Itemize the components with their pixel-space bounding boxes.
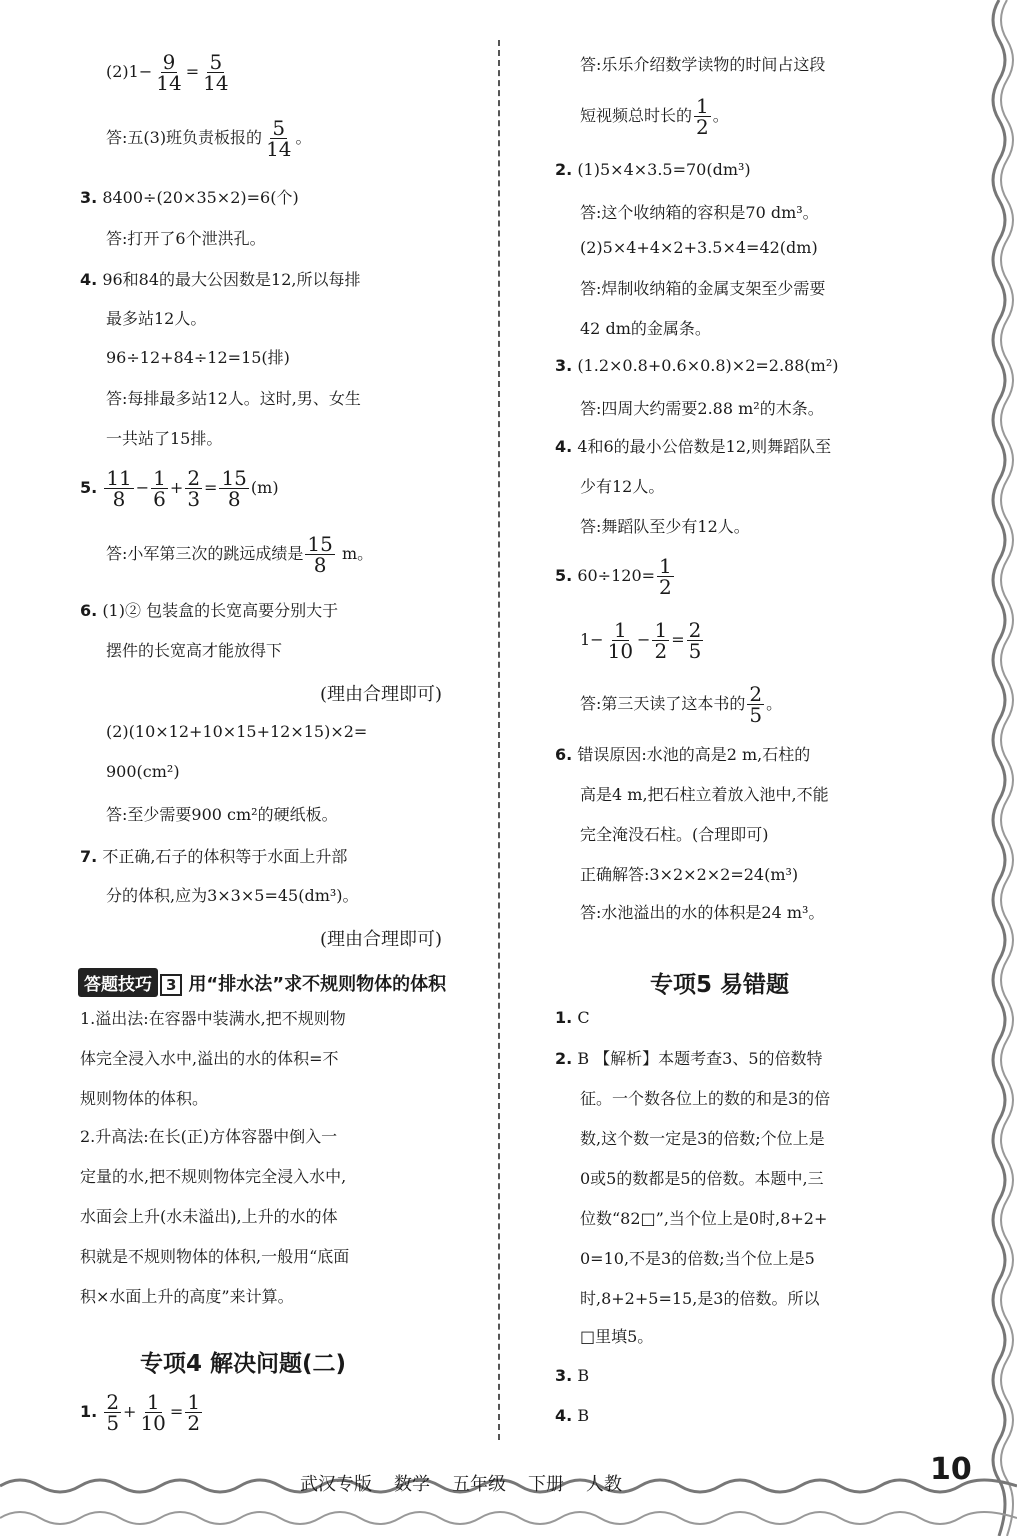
question-number: 6. xyxy=(555,745,573,764)
r-q2-line-1 xyxy=(555,160,751,179)
text: + xyxy=(169,478,184,497)
numerator: 1 xyxy=(146,1390,160,1414)
tip-label: 答题技巧 xyxy=(78,968,158,997)
numerator: 2 xyxy=(106,1390,120,1414)
section4-title: 专项4 解决问题(二) xyxy=(140,1351,347,1377)
text: 答:五(3)班负责板报的 xyxy=(106,128,263,147)
q4-line-1 xyxy=(80,267,360,290)
tip-line-6: 水面会上升(水未溢出),上升的水的体 xyxy=(80,1207,338,1226)
tip-line-8: 积×水面上升的高度”来计算。 xyxy=(80,1287,294,1306)
s5-q2-line-5: 位数“82□”,当个位上是0时,8+2+ xyxy=(580,1209,828,1228)
r-q5-answer xyxy=(580,684,782,725)
left-line-1 xyxy=(106,52,233,93)
s5-q2-line-4: 0或5的数都是5的倍数。本题中,三 xyxy=(580,1169,824,1188)
denominator: 2 xyxy=(659,575,672,599)
footer-grade: 五年级 xyxy=(452,1474,506,1495)
text: = xyxy=(671,630,685,649)
numerator: 11 xyxy=(106,466,132,490)
question-number: 3. xyxy=(555,356,573,375)
q4-line-2: 最多站12人。 xyxy=(106,309,207,328)
footer-volume: 下册 xyxy=(528,1474,564,1495)
tip-line-3: 规则物体的体积。 xyxy=(80,1089,209,1108)
s5-q4 xyxy=(555,1406,589,1425)
s4-q1 xyxy=(80,1392,204,1433)
denominator: 2 xyxy=(696,115,709,139)
denominator: 2 xyxy=(187,1411,201,1435)
fraction xyxy=(694,96,711,137)
tip-title: 用“排水法”求不规则物体的体积 xyxy=(188,974,447,995)
text: = xyxy=(204,478,218,497)
s5-q1 xyxy=(555,1008,590,1027)
fraction xyxy=(305,534,334,575)
q6-line-4: 900(cm²) xyxy=(106,762,180,781)
question-number: 3. xyxy=(555,1366,573,1385)
text: (1.2×0.8+0.6×0.8)×2=2.88(m²) xyxy=(577,356,839,375)
numerator: 1 xyxy=(696,94,709,118)
tip-line-4: 2.升高法:在长(正)方体容器中倒入一 xyxy=(80,1127,338,1146)
denominator: 6 xyxy=(153,487,166,511)
numerator: 5 xyxy=(272,116,286,140)
q3-line-1 xyxy=(80,185,299,208)
r-q3-line-2: 答:四周大约需要2.88 m²的木条。 xyxy=(580,399,824,418)
question-number: 3. xyxy=(80,188,98,207)
r-q2-line-5: 42 dm的金属条。 xyxy=(580,319,711,338)
fraction xyxy=(747,684,764,725)
s5-q2-line-3: 数,这个数一定是3的倍数;个位上是 xyxy=(580,1129,825,1148)
q4-line-4: 答:每排最多站12人。这时,男、女生 xyxy=(106,389,361,408)
q6-note: (理由合理即可) xyxy=(320,684,443,705)
q6-line-2: 摆件的长宽高才能放得下 xyxy=(106,641,283,660)
question-number: 1. xyxy=(80,1402,98,1421)
denominator: 8 xyxy=(313,553,327,577)
r-q6-line-4: 正确解答:3×2×2×2=24(m³) xyxy=(580,865,799,884)
denominator: 8 xyxy=(227,487,241,511)
numerator: 15 xyxy=(307,532,333,556)
r-q2-line-4: 答:焊制收纳箱的金属支架至少需要 xyxy=(580,279,826,298)
question-number: 4. xyxy=(555,437,573,456)
r-q6-line-2: 高是4 m,把石柱立着放入池中,不能 xyxy=(580,785,829,804)
q6-line-1 xyxy=(80,598,338,621)
fraction xyxy=(185,468,202,509)
denominator: 10 xyxy=(140,1411,166,1435)
denominator: 14 xyxy=(266,137,292,161)
q4-line-5: 一共站了15排。 xyxy=(106,429,223,448)
question-number: 2. xyxy=(555,160,573,179)
text: 60÷120= xyxy=(577,566,656,585)
fraction xyxy=(104,1392,121,1433)
text: 不正确,石子的体积等于水面上升部 xyxy=(102,847,348,866)
q6-line-5: 答:至少需要900 cm²的硬纸板。 xyxy=(106,805,338,824)
fraction xyxy=(606,620,635,661)
r-q4-line-1 xyxy=(555,434,831,457)
question-number: 7. xyxy=(80,847,98,866)
text: (m) xyxy=(250,478,279,497)
r-q6-line-3: 完全淹没石柱。(合理即可) xyxy=(580,825,769,844)
r-q5-line-1 xyxy=(555,556,676,597)
footer-publisher: 人教 xyxy=(586,1474,622,1495)
numerator: 2 xyxy=(688,618,702,642)
r-q2-line-3: (2)5×4+4×2+3.5×4=42(dm) xyxy=(580,238,818,257)
text: 96和84的最大公因数是12,所以每排 xyxy=(102,270,361,289)
text: (2)1− xyxy=(106,62,153,81)
numerator: 2 xyxy=(187,466,201,490)
denominator: 5 xyxy=(749,703,763,727)
denominator: 2 xyxy=(654,639,668,663)
numerator: 1 xyxy=(187,1390,201,1414)
wavy-border-right xyxy=(981,0,1017,1536)
fraction xyxy=(219,468,248,509)
r-q4-line-3: 答:舞蹈队至少有12人。 xyxy=(580,517,750,536)
fraction xyxy=(185,1392,202,1433)
tip-header xyxy=(78,968,478,994)
question-number: 1. xyxy=(555,1008,573,1027)
numerator: 1 xyxy=(153,466,166,490)
section5-title: 专项5 易错题 xyxy=(650,972,790,998)
q5-answer xyxy=(106,534,373,575)
denominator: 10 xyxy=(607,639,634,663)
text: 答:第三天读了这本书的 xyxy=(580,694,746,713)
fraction xyxy=(201,52,230,93)
q5-line-1 xyxy=(80,468,279,509)
s5-q2-line-7: 时,8+2+5=15,是3的倍数。所以 xyxy=(580,1289,820,1308)
text: 答:小军第三次的跳远成绩是 xyxy=(106,544,304,563)
answer: B xyxy=(577,1366,590,1385)
question-number: 5. xyxy=(80,478,98,497)
text: 短视频总时长的 xyxy=(580,106,693,125)
text: (1)② 包装盒的长宽高要分别大于 xyxy=(102,601,339,620)
q4-line-3: 96÷12+84÷12=15(排) xyxy=(106,348,290,367)
denominator: 5 xyxy=(106,1411,120,1435)
page-number: 10 xyxy=(930,1452,972,1487)
question-number: 4. xyxy=(555,1406,573,1425)
r-q5-line-2 xyxy=(580,620,705,661)
text: 。 xyxy=(766,694,783,713)
tip-line-1: 1.溢出法:在容器中装满水,把不规则物 xyxy=(80,1009,346,1028)
text: = xyxy=(169,1402,184,1421)
denominator: 14 xyxy=(156,71,182,95)
tip-number: 3 xyxy=(160,974,182,996)
fraction xyxy=(657,556,674,597)
q7-line-1 xyxy=(80,844,347,867)
fraction xyxy=(151,468,168,509)
numerator: 1 xyxy=(613,618,627,642)
s5-q2-line-2: 征。一个数各位上的数的和是3的倍 xyxy=(580,1089,831,1108)
tip-line-7: 积就是不规则物体的体积,一般用“底面 xyxy=(80,1247,350,1266)
text: 。 xyxy=(712,106,729,125)
numerator: 1 xyxy=(654,618,668,642)
s5-q2-line-6: 0=10,不是3的倍数;当个位上是5 xyxy=(580,1249,815,1268)
q3-line-2: 答:打开了6个泄洪孔。 xyxy=(106,229,266,248)
denominator: 5 xyxy=(688,639,702,663)
question-number: 6. xyxy=(80,601,98,620)
text: m。 xyxy=(336,544,374,563)
answer: B xyxy=(577,1406,590,1425)
q6-line-3: (2)(10×12+10×15+12×15)×2= xyxy=(106,722,368,741)
question-number: 5. xyxy=(555,566,573,585)
fraction xyxy=(104,468,133,509)
r-a1-line-1: 答:乐乐介绍数学读物的时间占这段 xyxy=(580,55,826,74)
text: B 【解析】本题考查3、5的倍数特 xyxy=(577,1049,823,1068)
column-divider xyxy=(498,40,500,1440)
text: 错误原因:水池的高是2 m,石柱的 xyxy=(577,745,811,764)
r-q6-line-1 xyxy=(555,742,810,765)
text: + xyxy=(123,1402,137,1421)
answer: C xyxy=(577,1008,590,1027)
text: 1− xyxy=(580,630,604,649)
s5-q2-line-8: □里填5。 xyxy=(580,1327,654,1346)
text: = xyxy=(185,62,200,81)
r-q2-line-2: 答:这个收纳箱的容积是70 dm³。 xyxy=(580,203,819,222)
tip-line-2: 体完全浸入水中,溢出的水的体积=不 xyxy=(80,1049,339,1068)
text: − xyxy=(637,630,651,649)
numerator: 15 xyxy=(221,466,247,490)
fraction xyxy=(154,52,183,93)
r-q3-line-1 xyxy=(555,356,838,375)
fraction xyxy=(138,1392,167,1433)
q7-line-2: 分的体积,应为3×3×5=45(dm³)。 xyxy=(106,886,359,905)
r-q6-line-5: 答:水池溢出的水的体积是24 m³。 xyxy=(580,903,825,922)
question-number: 4. xyxy=(80,270,98,289)
text: − xyxy=(135,478,150,497)
s5-q3 xyxy=(555,1366,589,1385)
denominator: 14 xyxy=(203,71,229,95)
footer-subject: 数学 xyxy=(394,1474,430,1495)
footer-edition: 武汉专版 xyxy=(300,1474,372,1495)
tip-line-5: 定量的水,把不规则物体完全浸入水中, xyxy=(80,1167,347,1186)
fraction xyxy=(687,620,704,661)
denominator: 8 xyxy=(112,487,126,511)
numerator: 5 xyxy=(209,50,223,74)
numerator: 1 xyxy=(659,554,672,578)
q7-note: (理由合理即可) xyxy=(320,929,443,950)
wavy-border-bottom xyxy=(0,1456,1017,1536)
question-number: 2. xyxy=(555,1049,573,1068)
r-q4-line-2: 少有12人。 xyxy=(580,477,665,496)
s5-q2-line-1 xyxy=(555,1046,823,1069)
text: (1)5×4×3.5=70(dm³) xyxy=(577,160,751,179)
numerator: 2 xyxy=(749,682,763,706)
text: 4和6的最小公倍数是12,则舞蹈队至 xyxy=(577,437,832,456)
footer xyxy=(300,1470,644,1496)
text: 8400÷(20×35×2)=6(个) xyxy=(102,188,299,207)
fraction xyxy=(264,118,293,159)
left-line-2 xyxy=(106,118,312,159)
r-a1-line-2 xyxy=(580,96,729,137)
text: 。 xyxy=(295,128,312,147)
numerator: 9 xyxy=(162,50,176,74)
denominator: 3 xyxy=(187,487,201,511)
fraction xyxy=(652,620,669,661)
